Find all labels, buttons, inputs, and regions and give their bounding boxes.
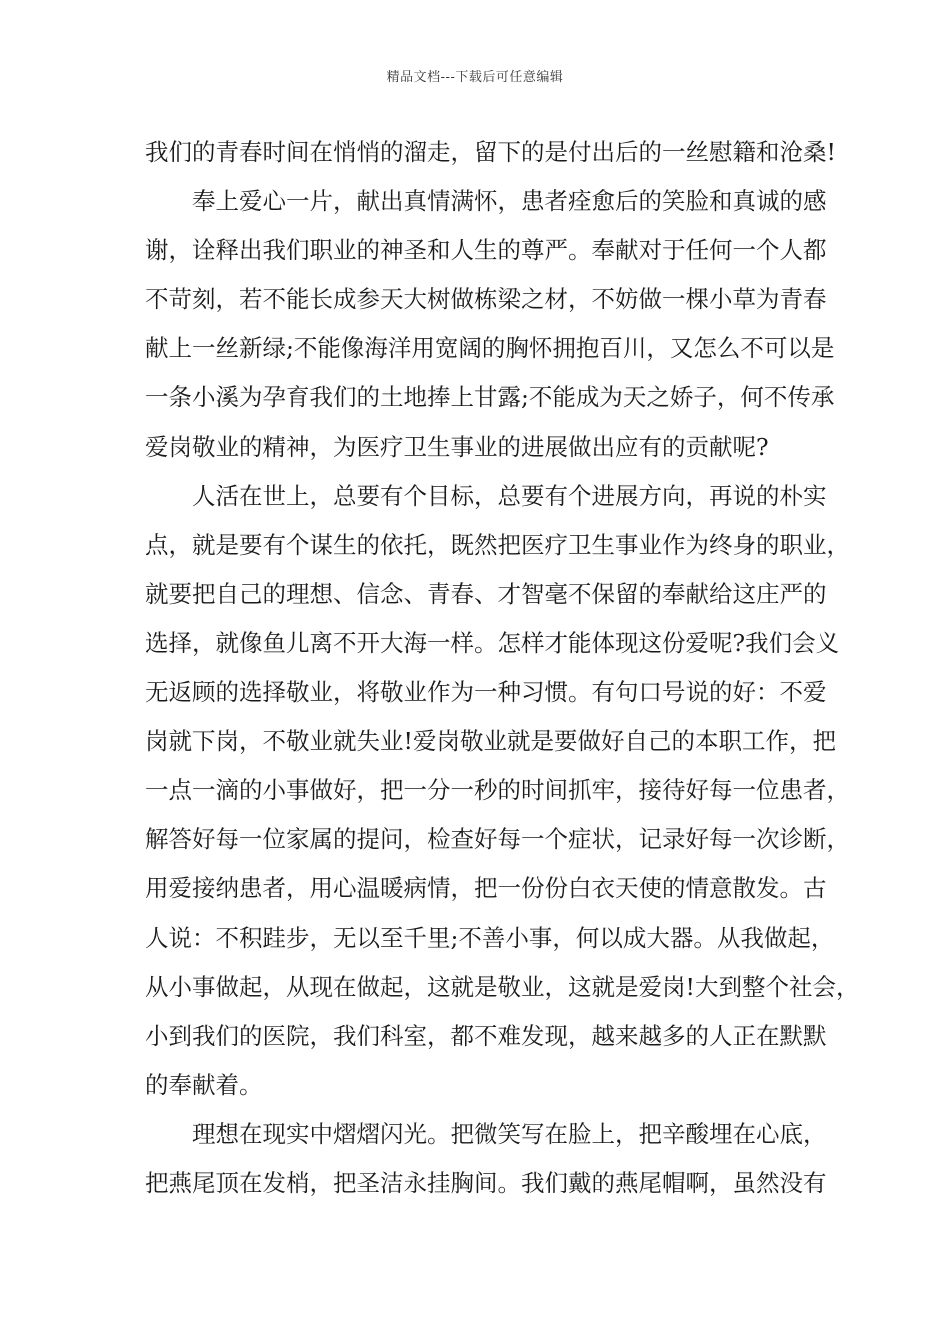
text-line: 无返顾的选择敬业，将敬业作为一种习惯。有句口号说的好：不爱 <box>145 678 827 707</box>
text-line: 献上一丝新绿;不能像海洋用宽阔的胸怀拥抱百川，又怎么不可以是 <box>145 334 835 363</box>
text-line: 把燕尾顶在发梢，把圣洁永挂胸间。我们戴的燕尾帽啊，虽然没有 <box>145 1168 827 1197</box>
document-body <box>145 128 860 1208</box>
text-line: 用爱接纳患者，用心温暖病情，把一份份白衣天使的情意散发。古 <box>145 874 827 903</box>
text-line: 理想在现实中熠熠闪光。把微笑写在脸上，把辛酸埋在心底， <box>192 1119 827 1148</box>
text-line: 人活在世上，总要有个目标，总要有个进展方向，再说的朴实 <box>192 481 827 510</box>
text-line: 谢，诠释出我们职业的神圣和人生的尊严。奉献对于任何一个人都 <box>145 236 827 265</box>
text-line: 不苛刻，若不能长成参天大树做栋梁之材，不妨做一棵小草为青春 <box>145 285 827 314</box>
page-header: 精品文档---下载后可任意编辑 <box>386 70 564 85</box>
text-line: 选择，就像鱼儿离不开大海一样。怎样才能体现这份爱呢?我们会义 <box>145 628 840 657</box>
text-line: 一条小溪为孕育我们的土地捧上甘露;不能成为天之娇子，何不传承 <box>145 383 835 412</box>
text-line: 人说：不积跬步，无以至千里;不善小事，何以成大器。从我做起， <box>145 923 835 952</box>
text-line: 奉上爱心一片，献出真情满怀，患者痊愈后的笑脸和真诚的感 <box>192 187 827 216</box>
text-line: 从小事做起，从现在做起，这就是敬业，这就是爱岗!大到整个社会， <box>145 972 860 1001</box>
text-line: 就要把自己的理想、信念、青春、才智毫不保留的奉献给这庄严的 <box>145 579 827 608</box>
text-line: 点，就是要有个谋生的依托，既然把医疗卫生事业作为终身的职业， <box>145 530 850 559</box>
text-line: 爱岗敬业的精神，为医疗卫生事业的进展做出应有的贡献呢? <box>145 432 769 461</box>
text-line: 我们的青春时间在悄悄的溜走，留下的是付出后的一丝慰籍和沧桑! <box>145 138 836 166</box>
text-line: 岗就下岗，不敬业就失业!爱岗敬业就是要做好自己的本职工作，把 <box>145 727 836 756</box>
text-line: 一点一滴的小事做好，把一分一秒的时间抓牢，接待好每一位患者， <box>145 776 850 805</box>
text-line: 小到我们的医院，我们科室，都不难发现，越来越多的人正在默默 <box>145 1021 827 1050</box>
text-line: 的奉献着。 <box>145 1070 263 1099</box>
text-line: 解答好每一位家属的提问，检查好每一个症状，记录好每一次诊断， <box>145 825 850 854</box>
